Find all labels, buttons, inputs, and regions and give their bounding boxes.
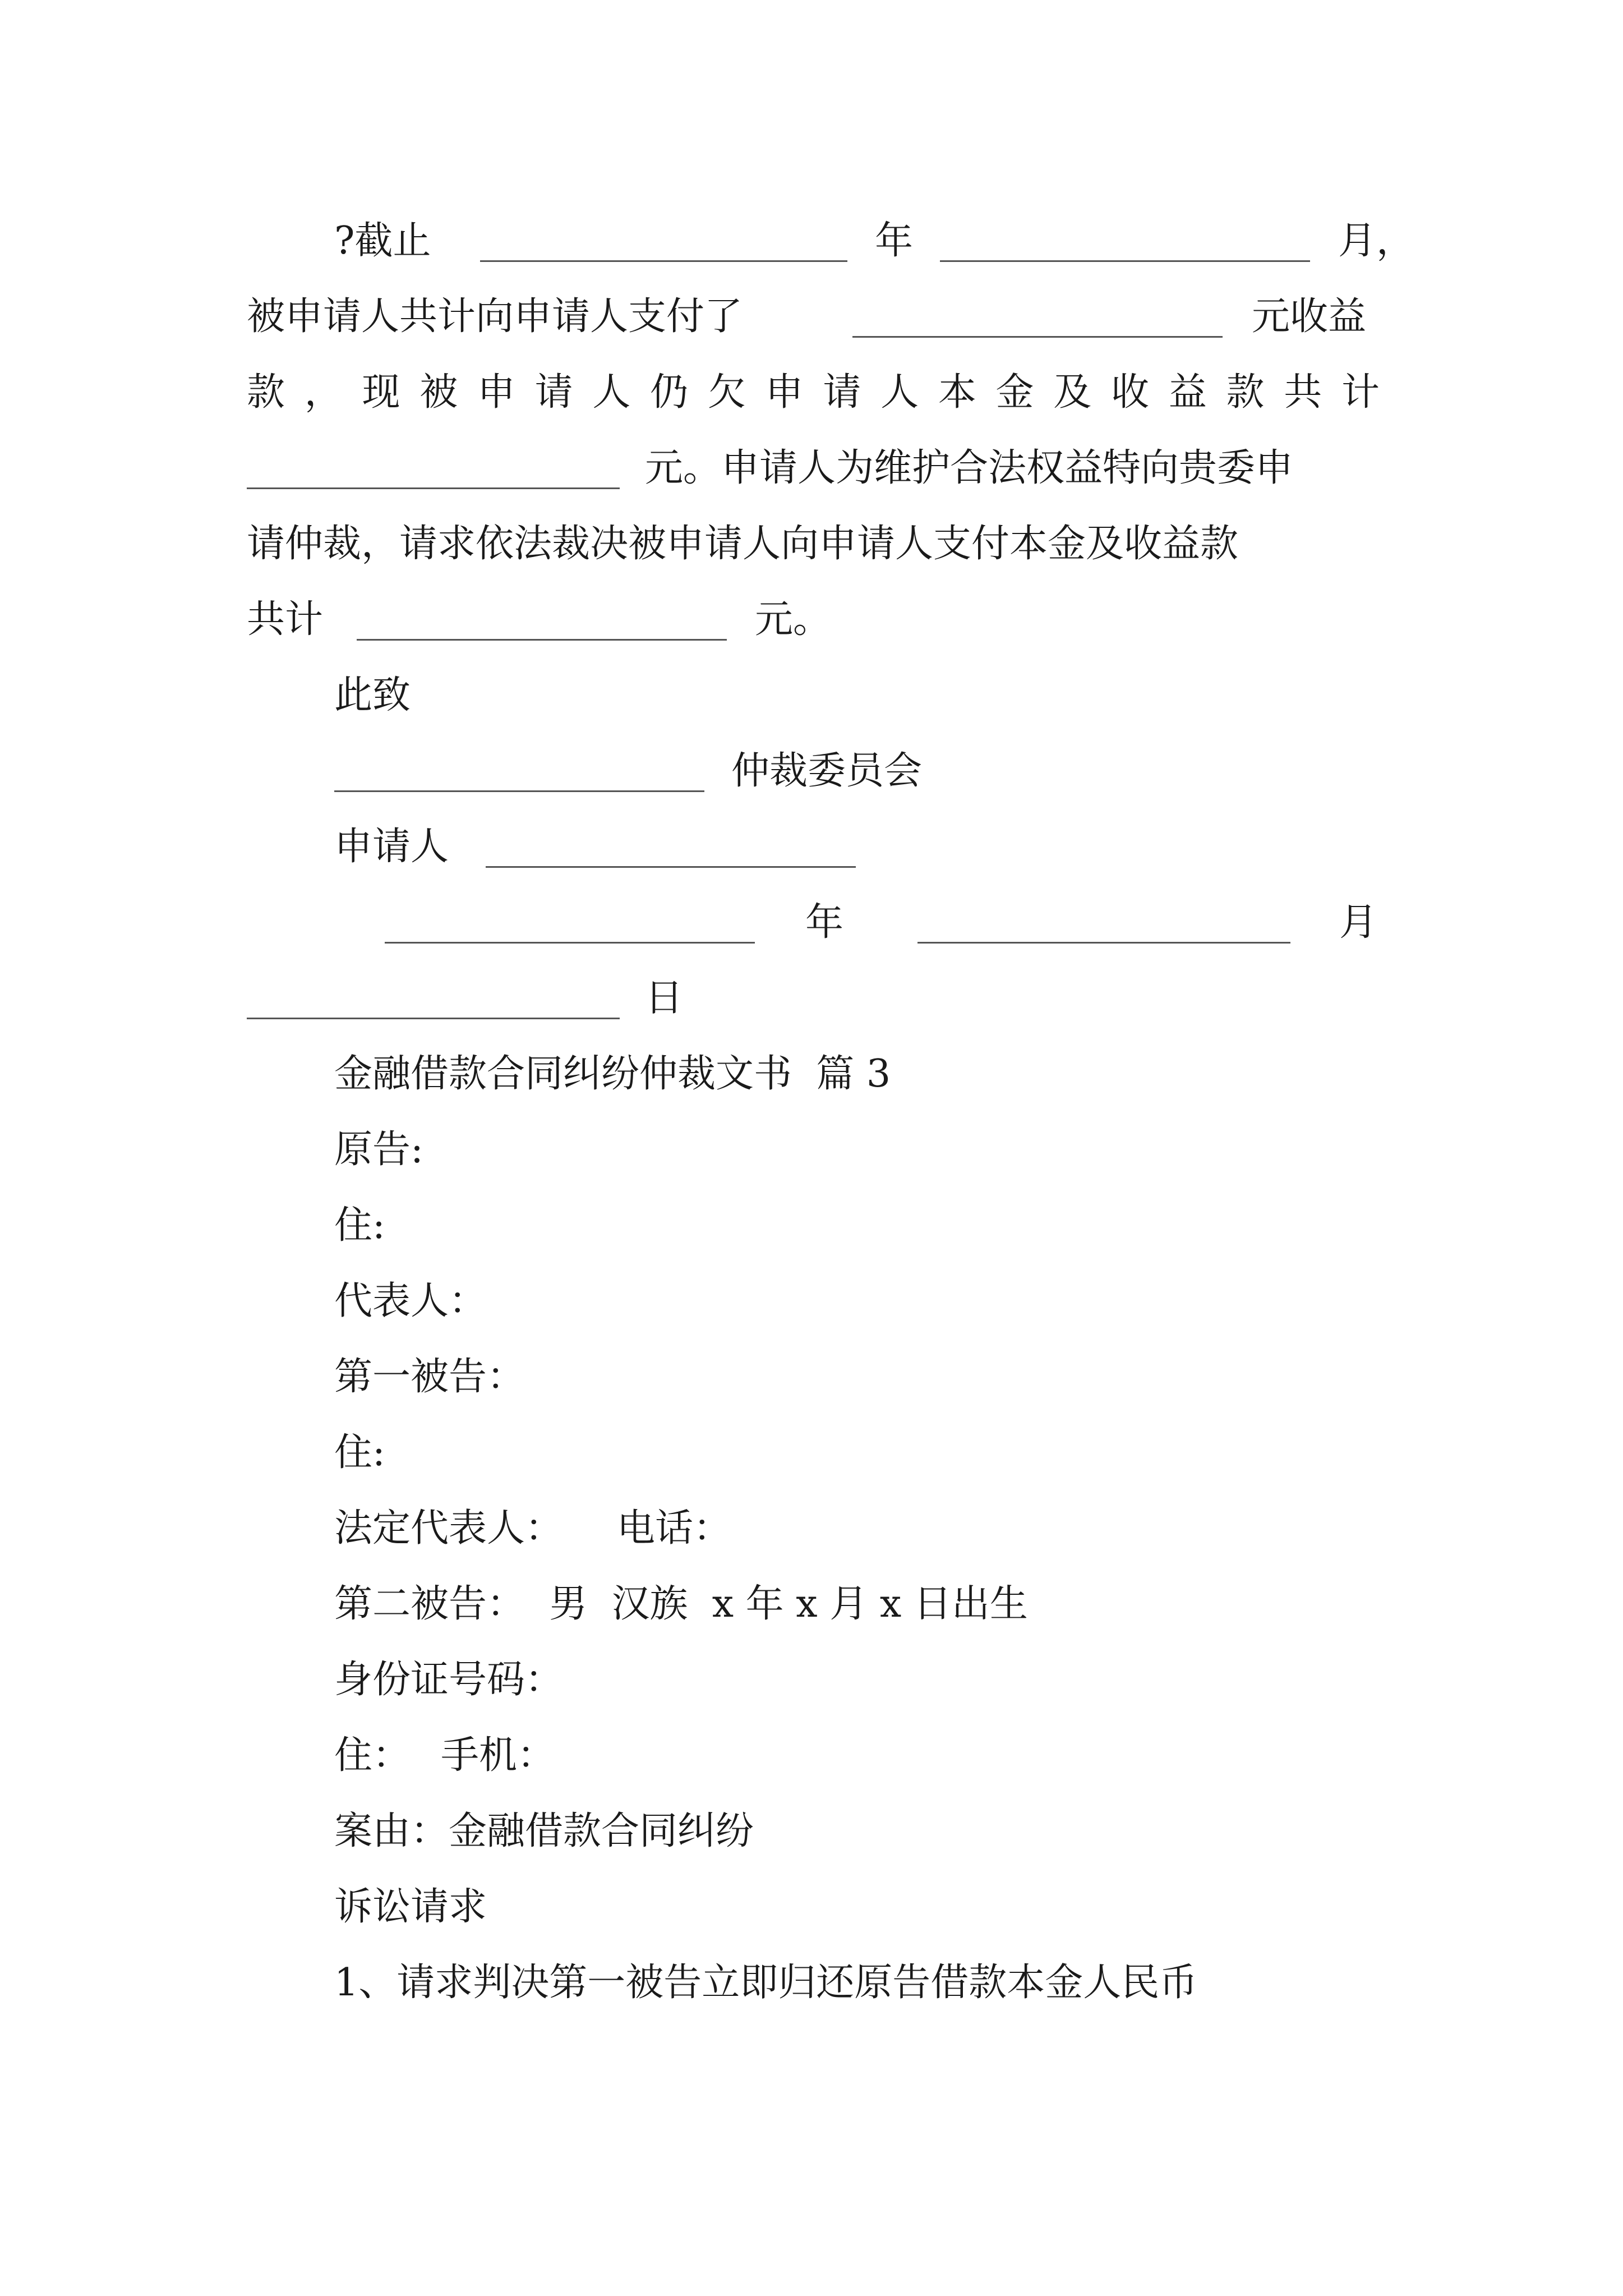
line-cutoff-date bbox=[0, 213, 1623, 292]
total-suffix: 元。 bbox=[755, 597, 832, 642]
total-prefix: 共计 bbox=[247, 597, 324, 642]
line-address-1 bbox=[0, 1198, 1623, 1276]
line-owed bbox=[0, 365, 1623, 443]
plaintiff-label: 原告: bbox=[334, 1128, 423, 1172]
claim-1-text: 1、请求判决第一被告立即归还原告借款本金人民币 bbox=[334, 1961, 1198, 2005]
line-defendant-2 bbox=[0, 1576, 1623, 1655]
defendant-1-label: 第一被告： bbox=[334, 1355, 525, 1399]
line-claim-1 bbox=[0, 1955, 1623, 2033]
line-sign-date bbox=[0, 895, 1623, 973]
blank-owed-amount bbox=[247, 487, 620, 489]
line-representative bbox=[0, 1273, 1623, 1352]
id-number-label: 身份证号码： bbox=[334, 1658, 564, 1702]
line-arbitration-request bbox=[0, 440, 1623, 519]
line-address-2 bbox=[0, 1425, 1623, 1503]
line-claims-title bbox=[0, 1879, 1623, 1958]
section-heading: 金融借款合同纠纷仲裁文书 篇 3 bbox=[334, 1052, 891, 1096]
line-sign-day bbox=[0, 970, 1623, 1049]
paid-suffix: 元收益 bbox=[1252, 295, 1367, 339]
blank-paid-amount bbox=[852, 336, 1223, 338]
line-plaintiff bbox=[0, 1122, 1623, 1200]
line-legal-rep bbox=[0, 1501, 1623, 1579]
committee-label: 仲裁委员会 bbox=[731, 749, 923, 793]
mobile-label: 手机： bbox=[441, 1733, 556, 1778]
cutoff-prefix: ?截止 bbox=[334, 219, 431, 263]
month-label: 月， bbox=[1338, 219, 1415, 263]
sign-year-label: 年 bbox=[805, 900, 844, 945]
paid-text: 被申请人共计向申请人支付了 bbox=[247, 295, 743, 339]
address-label-3: 住： bbox=[334, 1733, 411, 1778]
line-applicant bbox=[0, 819, 1623, 898]
claims-title: 诉讼请求 bbox=[334, 1885, 487, 1929]
blank-year bbox=[480, 260, 847, 262]
salutation: 此致 bbox=[334, 673, 411, 717]
blank-committee-name bbox=[334, 790, 704, 792]
owed-justified-text: 款 ， 现 被 申 请 人 仍 欠 申 请 人 本 金 及 收 益 款 共 计 bbox=[247, 370, 1380, 415]
line-id-number bbox=[0, 1652, 1623, 1731]
line-defendant-1 bbox=[0, 1349, 1623, 1428]
phone-label: 电话： bbox=[617, 1506, 732, 1550]
year-label: 年 bbox=[875, 219, 914, 263]
line-request-continued bbox=[0, 516, 1623, 595]
blank-month bbox=[940, 260, 1310, 262]
line-address-3 bbox=[0, 1728, 1623, 1806]
line-salutation bbox=[0, 668, 1623, 746]
line-total bbox=[0, 592, 1623, 670]
address-label-1: 住: bbox=[334, 1203, 385, 1248]
blank-applicant-name bbox=[486, 866, 856, 868]
line-section-heading bbox=[0, 1046, 1623, 1125]
line-paid bbox=[0, 289, 1623, 367]
sign-month-label: 月 bbox=[1339, 900, 1378, 945]
line-cause bbox=[0, 1803, 1623, 1882]
blank-sign-year bbox=[385, 942, 755, 944]
request-text: 元。申请人为维护合法权益特向贵委申 bbox=[645, 446, 1294, 490]
address-label-2: 住: bbox=[334, 1430, 385, 1475]
blank-sign-month bbox=[917, 942, 1290, 944]
cause-of-action: 案由：金融借款合同纠纷 bbox=[334, 1809, 754, 1853]
sign-day-label: 日 bbox=[645, 976, 684, 1020]
defendant-2-info: 第二被告： 男 汉族 x 年 x 月 x 日出生 bbox=[334, 1582, 1028, 1626]
line-committee bbox=[0, 743, 1623, 822]
blank-total-amount bbox=[357, 639, 727, 641]
legal-rep-label: 法定代表人： bbox=[334, 1506, 564, 1550]
request-continued-text: 请仲裁，请求依法裁决被申请人向申请人支付本金及收益款 bbox=[247, 522, 1239, 566]
applicant-label: 申请人 bbox=[334, 825, 449, 869]
blank-sign-day bbox=[247, 1018, 620, 1019]
representative-label: 代表人： bbox=[334, 1279, 487, 1323]
